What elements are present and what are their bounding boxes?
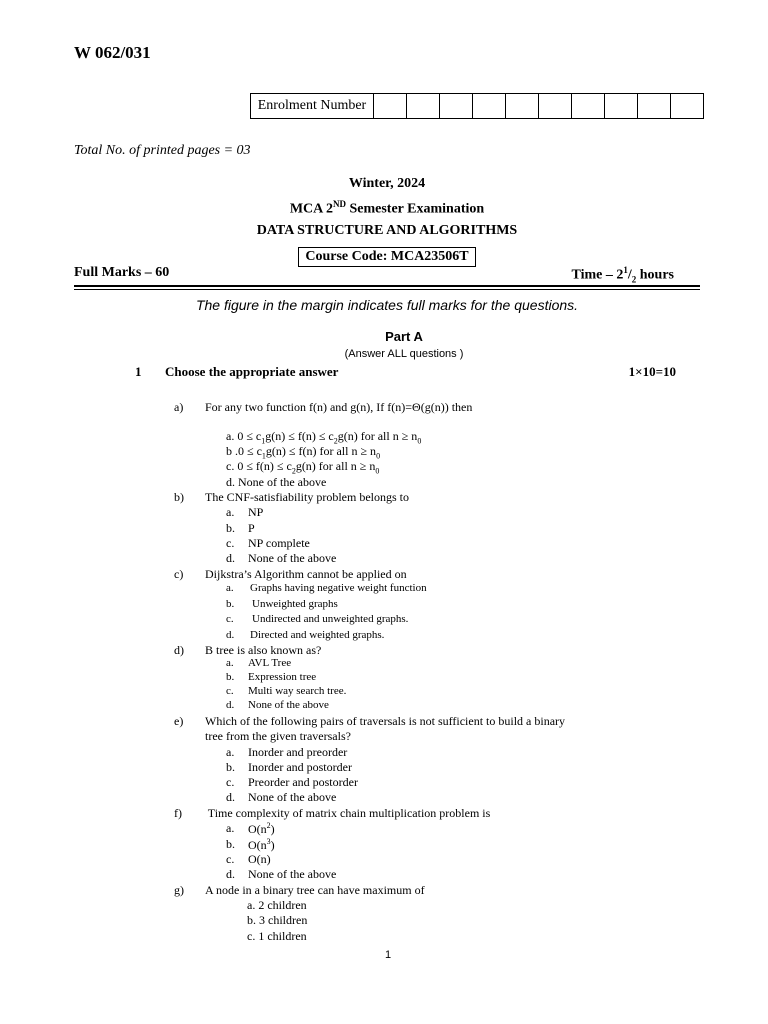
option-letter: c. (226, 775, 235, 789)
header-divider (74, 285, 700, 287)
option-text: Inorder and postorder (248, 760, 352, 774)
subquestion-stem: The CNF-satisfiability problem belongs to (205, 490, 409, 504)
option-letter: d. (226, 629, 235, 641)
option-text: P (248, 521, 255, 535)
paper-code: W 062/031 (74, 43, 151, 62)
exam-title-prefix: MCA 2 (289, 201, 333, 217)
subject-title: DATA STRUCTURE AND ALGORITHMS (256, 223, 518, 238)
option-letter: c. (226, 613, 234, 625)
option-text: Directed and weighted graphs. (250, 629, 385, 641)
exam-title (0, 199, 768, 218)
exam-title-ordinal: ND (332, 199, 346, 209)
option-text: Unweighted graphs (252, 598, 338, 610)
enrolment-number-label: Enrolment Number (251, 94, 374, 119)
enrolment-digit-box[interactable] (440, 94, 473, 119)
option-text: None of the above (248, 867, 337, 881)
subquestion-stem: Dijkstra’s Algorithm cannot be applied on (205, 567, 407, 581)
exam-season: Winter, 2024 (348, 176, 426, 191)
subquestion-label: g) (174, 883, 184, 897)
option-letter: d. (226, 790, 235, 804)
option-text: O(n) (248, 852, 271, 866)
option-text-main: O(n (248, 822, 267, 836)
duration-numerator: 1 (623, 265, 628, 275)
subscript: 0 (375, 466, 380, 476)
exam-duration (572, 265, 674, 284)
option-text-main: O(n (248, 838, 267, 852)
exam-title-suffix: Semester Examination (345, 201, 485, 217)
margin-marks-note: The figure in the margin indicates full marks for the questions. (195, 297, 579, 313)
option-letter: b. (226, 837, 235, 851)
question-title: Choose the appropriate answer (165, 364, 339, 379)
enrolment-digit-box[interactable] (506, 94, 539, 119)
option-letter: a. (226, 745, 235, 759)
option-b (226, 444, 380, 460)
duration-suffix: hours (636, 267, 674, 283)
option-letter: b. (226, 521, 235, 535)
option-text: g(n) for all n ≥ n (337, 429, 418, 443)
header-divider-thin (74, 289, 700, 290)
enrolment-digit-box[interactable] (374, 94, 407, 119)
option-text-close: ) (270, 838, 275, 852)
option-text: None of the above (248, 790, 337, 804)
option-text: b .0 ≤ c (226, 444, 262, 458)
option-text-close: ) (270, 822, 275, 836)
option-text: AVL Tree (248, 657, 292, 669)
subquestion-label: c) (174, 567, 184, 581)
part-heading: Part A (385, 329, 423, 344)
subquestion-stem: Which of the following pairs of traversals is not sufficient to build a binary (205, 714, 566, 728)
option-letter: a. (226, 657, 234, 669)
enrolment-digit-box[interactable] (638, 94, 671, 119)
duration-denominator: 2 (631, 274, 637, 285)
subscript: 1 (261, 436, 266, 446)
option-letter: b. (226, 671, 235, 683)
option-d: d. None of the above (226, 475, 327, 489)
superscript: 2 (266, 821, 271, 830)
enrolment-digit-box[interactable] (539, 94, 572, 119)
enrolment-digit-box[interactable] (671, 94, 704, 119)
subquestion-label: d) (174, 643, 184, 657)
subquestion-stem: B tree is also known as? (205, 643, 322, 657)
enrolment-number-table (250, 93, 704, 119)
subscript: 2 (333, 436, 338, 446)
option-text: Undirected and unweighted graphs. (252, 613, 409, 625)
page-number: 1 (384, 949, 392, 961)
subquestion-label: a) (174, 400, 184, 414)
option-text: None of the above (248, 699, 329, 711)
option-text (248, 837, 275, 853)
option-b: b. 3 children (247, 913, 308, 927)
duration-prefix: Time – 2 (571, 267, 624, 283)
option-letter: a. (226, 505, 235, 519)
option-text (248, 821, 275, 837)
subscript: 0 (376, 451, 381, 461)
subquestion-stem: For any two function f(n) and g(n), If f(n)=Θ(g(n)) then (205, 400, 473, 414)
option-text: Expression tree (248, 671, 317, 683)
option-text: a. 0 ≤ c (226, 429, 262, 443)
option-letter: c. (226, 852, 235, 866)
full-marks: Full Marks – 60 (74, 265, 170, 280)
subquestion-stem: A node in a binary tree can have maximum of (205, 883, 425, 897)
option-letter: a. (226, 582, 234, 594)
subscript: 0 (417, 436, 422, 446)
option-text: g(n) for all n ≥ n (295, 459, 376, 473)
duration-slash: / (627, 267, 632, 283)
option-text: Multi way search tree. (248, 685, 347, 697)
option-a (226, 429, 421, 445)
option-letter: c. (226, 536, 235, 550)
option-letter: c. (226, 685, 234, 697)
option-text: NP complete (248, 536, 310, 550)
option-text: g(n) ≤ f(n) for all n ≥ n (265, 444, 377, 458)
option-letter: b. (226, 598, 235, 610)
subquestion-label: b) (174, 490, 184, 504)
option-text: None of the above (248, 551, 337, 565)
option-text: g(n) ≤ f(n) ≤ c (265, 429, 334, 443)
enrolment-digit-box[interactable] (605, 94, 638, 119)
option-text: Preorder and postorder (248, 775, 358, 789)
question-marks: 1×10=10 (628, 364, 676, 379)
enrolment-digit-box[interactable] (407, 94, 440, 119)
enrolment-digit-box[interactable] (572, 94, 605, 119)
option-a: a. 2 children (247, 898, 307, 912)
subscript: 2 (291, 466, 296, 476)
superscript: 3 (266, 837, 271, 846)
enrolment-digit-box[interactable] (473, 94, 506, 119)
option-c (226, 459, 379, 475)
option-c: c. 1 children (247, 929, 307, 943)
option-letter: d. (226, 867, 235, 881)
subquestion-stem-continued: tree from the given traversals? (205, 729, 351, 743)
subscript: 1 (261, 451, 266, 461)
option-letter: b. (226, 760, 235, 774)
option-text: c. 0 ≤ f(n) ≤ c (226, 459, 292, 473)
option-text: NP (248, 505, 264, 519)
option-letter: a. (226, 821, 235, 835)
option-text: Inorder and preorder (248, 745, 348, 759)
course-code-row (0, 247, 768, 267)
subquestion-label: e) (174, 714, 184, 728)
option-letter: d. (226, 551, 235, 565)
printed-pages-note: Total No. of printed pages = 03 (74, 143, 251, 158)
subquestion-label: f) (174, 806, 182, 820)
course-code: Course Code: MCA23506T (298, 247, 475, 267)
part-instruction: (Answer ALL questions ) (344, 348, 464, 360)
option-text: Graphs having negative weight function (250, 582, 427, 594)
question-number: 1 (135, 364, 142, 379)
subquestion-stem: Time complexity of matrix chain multiplication problem is (205, 806, 491, 820)
option-letter: d. (226, 699, 235, 711)
